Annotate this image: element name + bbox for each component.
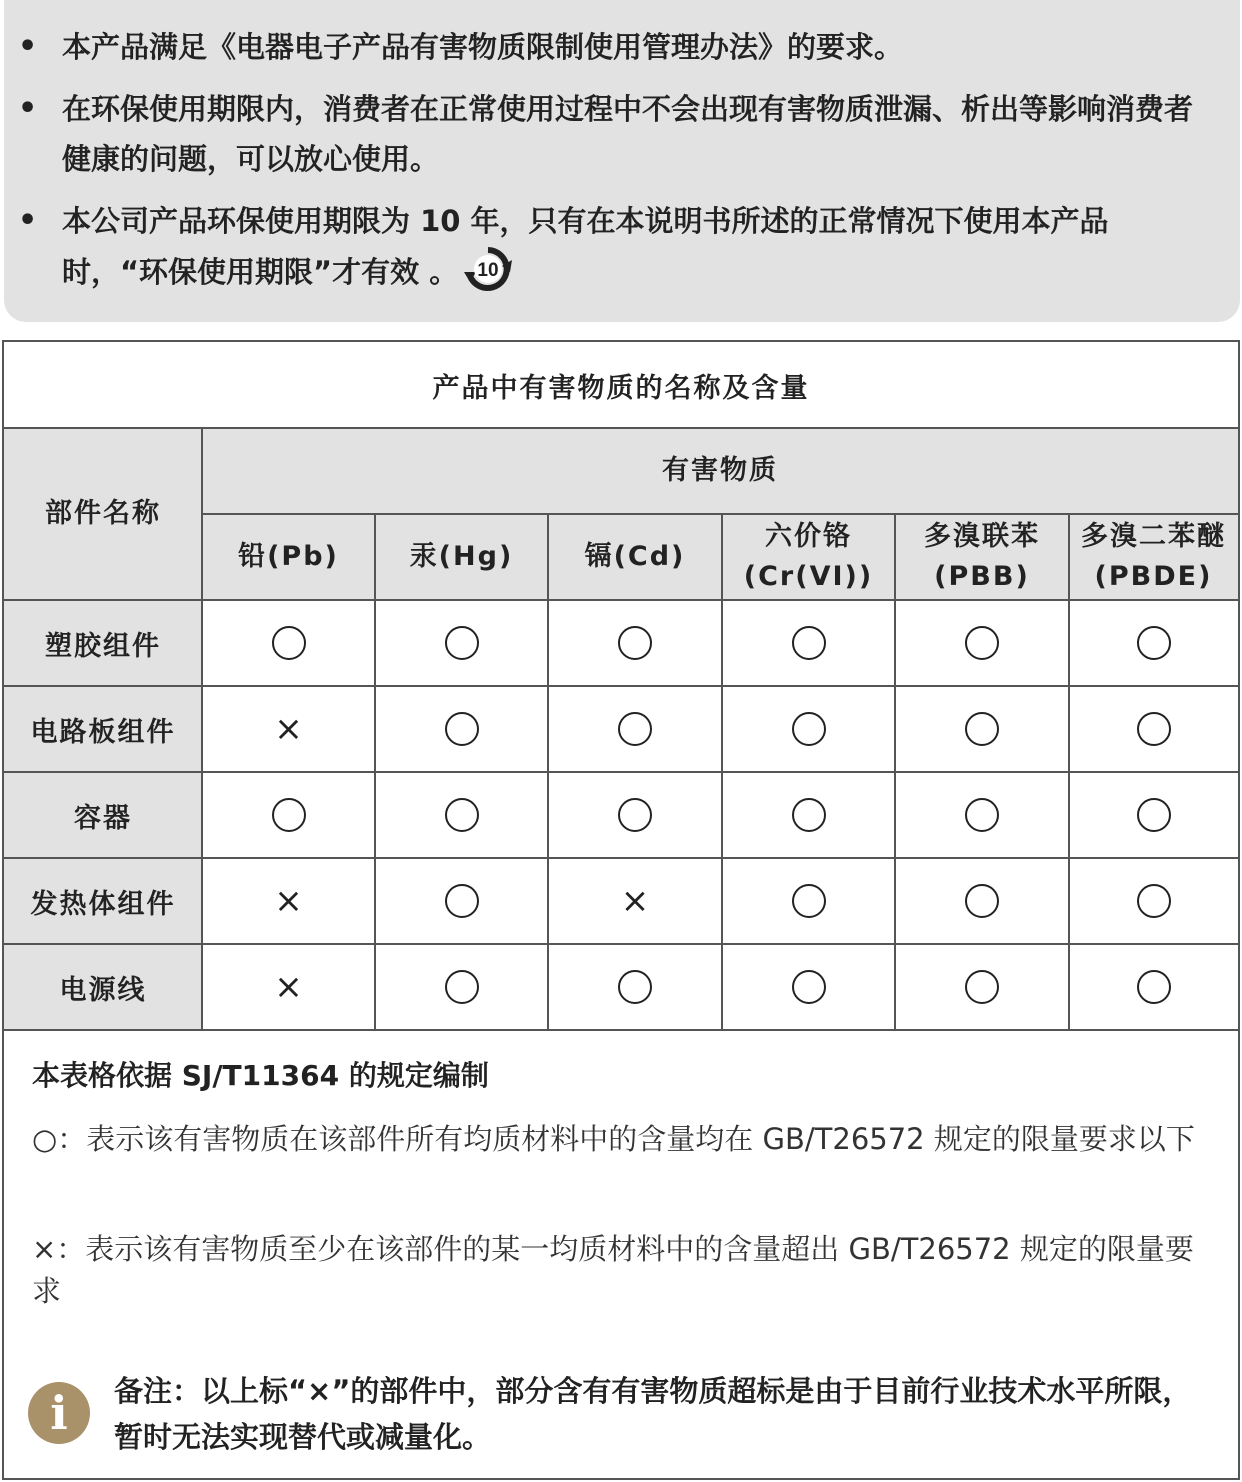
column-header-label: 六价铬 <box>765 521 852 552</box>
table-cell <box>895 944 1069 1030</box>
table-cell <box>202 600 375 686</box>
table-cell <box>722 600 895 686</box>
environmental-protection-period-10-icon <box>462 246 514 292</box>
column-header-label: 多溴二苯醚 <box>1081 521 1226 552</box>
column-header-label: 镉(Cd) <box>584 541 686 572</box>
cross-legend-note: ×：表示该有害物质至少在该部件的某一均质材料中的含量超出 GB/T26572 规定的限量要求 <box>32 1232 1194 1308</box>
within-limit-circle-icon <box>1137 626 1171 660</box>
table-cell <box>1069 600 1238 686</box>
table-cell <box>1069 944 1238 1030</box>
within-limit-circle-icon <box>445 970 479 1004</box>
table-cell <box>722 944 895 1030</box>
column-header-formula: (Cr(VI)) <box>743 561 874 592</box>
table-cell <box>895 686 1069 772</box>
within-limit-circle-icon <box>618 970 652 1004</box>
table-cell <box>202 772 375 858</box>
column-header-pb <box>202 514 375 600</box>
divider <box>547 514 549 1030</box>
divider <box>4 943 1238 945</box>
notice-panel <box>4 0 1240 322</box>
within-limit-circle-icon <box>792 884 826 918</box>
table-cell <box>548 858 722 944</box>
table-cell <box>895 772 1069 858</box>
within-limit-circle-icon <box>272 798 306 832</box>
notice-text-compliance: 本产品满足《电器电子产品有害物质限制使用管理办法》的要求。 <box>62 30 904 64</box>
table-cell <box>375 686 548 772</box>
within-limit-circle-icon <box>792 798 826 832</box>
column-header-pbb <box>895 514 1069 600</box>
exceeds-limit-cross-icon: × <box>274 881 303 921</box>
table-cell <box>1069 772 1238 858</box>
within-limit-circle-icon <box>792 712 826 746</box>
substance-header: 有害物质 <box>662 455 778 486</box>
table-cell <box>375 772 548 858</box>
within-limit-circle-icon <box>618 626 652 660</box>
within-limit-circle-icon <box>1137 798 1171 832</box>
remark-text: 备注：以上标“×”的部件中，部分含有有害物质超标是由于目前行业技术水平所限，暂时无法实现替代或减量化。 <box>114 1374 1192 1454</box>
divider <box>4 427 1238 429</box>
bullet-dot: • <box>18 29 38 64</box>
row-part-name: 塑胶组件 <box>45 630 161 662</box>
within-limit-circle-icon <box>1137 884 1171 918</box>
within-limit-circle-icon <box>1137 712 1171 746</box>
row-part-name: 容器 <box>74 802 132 834</box>
divider <box>721 514 723 1030</box>
circle-legend-note: ○：表示该有害物质在该部件所有均质材料中的含量均在 GB/T26572 规定的限量要求以下 <box>32 1122 1195 1156</box>
table-cell <box>202 858 375 944</box>
divider <box>1068 514 1070 1030</box>
table-cell <box>722 858 895 944</box>
divider <box>4 1029 1238 1031</box>
divider <box>4 857 1238 859</box>
divider <box>4 771 1238 773</box>
table-cell <box>548 944 722 1030</box>
notice-text-period <box>62 196 1212 297</box>
divider <box>201 428 203 1030</box>
table-cell <box>548 686 722 772</box>
column-header-formula: (PBB) <box>934 561 1030 592</box>
hazardous-substance-table <box>2 340 1240 1480</box>
column-header-label: 铅(Pb) <box>238 541 339 572</box>
within-limit-circle-icon <box>618 712 652 746</box>
column-header-label: 汞(Hg) <box>409 541 514 572</box>
table-cell <box>375 600 548 686</box>
part-name-header: 部件名称 <box>45 498 161 529</box>
table-cell <box>1069 858 1238 944</box>
within-limit-circle-icon <box>965 626 999 660</box>
table-cell <box>375 858 548 944</box>
divider <box>202 513 1238 515</box>
notice-text-safety: 在环保使用期限内，消费者在正常使用过程中不会出现有害物质泄漏、析出等影响消费者健康的问题，可以放心使用。 <box>62 92 1194 176</box>
within-limit-circle-icon <box>1137 970 1171 1004</box>
table-cell <box>895 858 1069 944</box>
within-limit-circle-icon <box>272 626 306 660</box>
info-icon: i <box>28 1382 90 1444</box>
divider <box>374 514 376 1030</box>
within-limit-circle-icon <box>965 712 999 746</box>
seal-number: 10 <box>477 260 499 281</box>
divider <box>4 685 1238 687</box>
exceeds-limit-cross-icon: × <box>274 709 303 749</box>
table-cell <box>548 600 722 686</box>
notice-period-text: 本公司产品环保使用期限为 10 年，只有在本说明书所述的正常情况下使用本产品时，“环保使用期限”才有效 。 <box>62 204 1109 289</box>
table-cell <box>548 772 722 858</box>
table-cell <box>202 686 375 772</box>
column-header-cd <box>548 514 722 600</box>
table-cell <box>375 944 548 1030</box>
column-header-formula: (PBDE) <box>1094 561 1213 592</box>
column-header-cr6 <box>722 514 895 600</box>
row-part-name: 电路板组件 <box>30 716 176 748</box>
exceeds-limit-cross-icon: × <box>274 967 303 1007</box>
row-part-name: 电源线 <box>59 974 147 1006</box>
within-limit-circle-icon <box>445 626 479 660</box>
table-title: 产品中有害物质的名称及含量 <box>432 372 810 404</box>
within-limit-circle-icon <box>618 798 652 832</box>
remark-block <box>26 1368 1216 1458</box>
within-limit-circle-icon <box>965 970 999 1004</box>
table-cell <box>722 686 895 772</box>
divider <box>894 514 896 1030</box>
column-header-hg <box>375 514 548 600</box>
column-header-label: 多溴联苯 <box>924 521 1040 552</box>
table-cell <box>1069 686 1238 772</box>
column-header-pbde <box>1069 514 1238 600</box>
bullet-dot: • <box>18 203 38 238</box>
within-limit-circle-icon <box>792 626 826 660</box>
table-cell <box>202 944 375 1030</box>
within-limit-circle-icon <box>965 798 999 832</box>
within-limit-circle-icon <box>445 884 479 918</box>
table-basis-note: 本表格依据 SJ/T11364 的规定编制 <box>32 1059 489 1092</box>
row-part-name: 发热体组件 <box>30 888 176 920</box>
table-cell <box>722 772 895 858</box>
within-limit-circle-icon <box>445 798 479 832</box>
table-cell <box>895 600 1069 686</box>
exceeds-limit-cross-icon: × <box>620 881 650 921</box>
bullet-dot: • <box>18 91 38 126</box>
within-limit-circle-icon <box>445 712 479 746</box>
within-limit-circle-icon <box>965 884 999 918</box>
divider <box>4 599 1238 601</box>
within-limit-circle-icon <box>792 970 826 1004</box>
